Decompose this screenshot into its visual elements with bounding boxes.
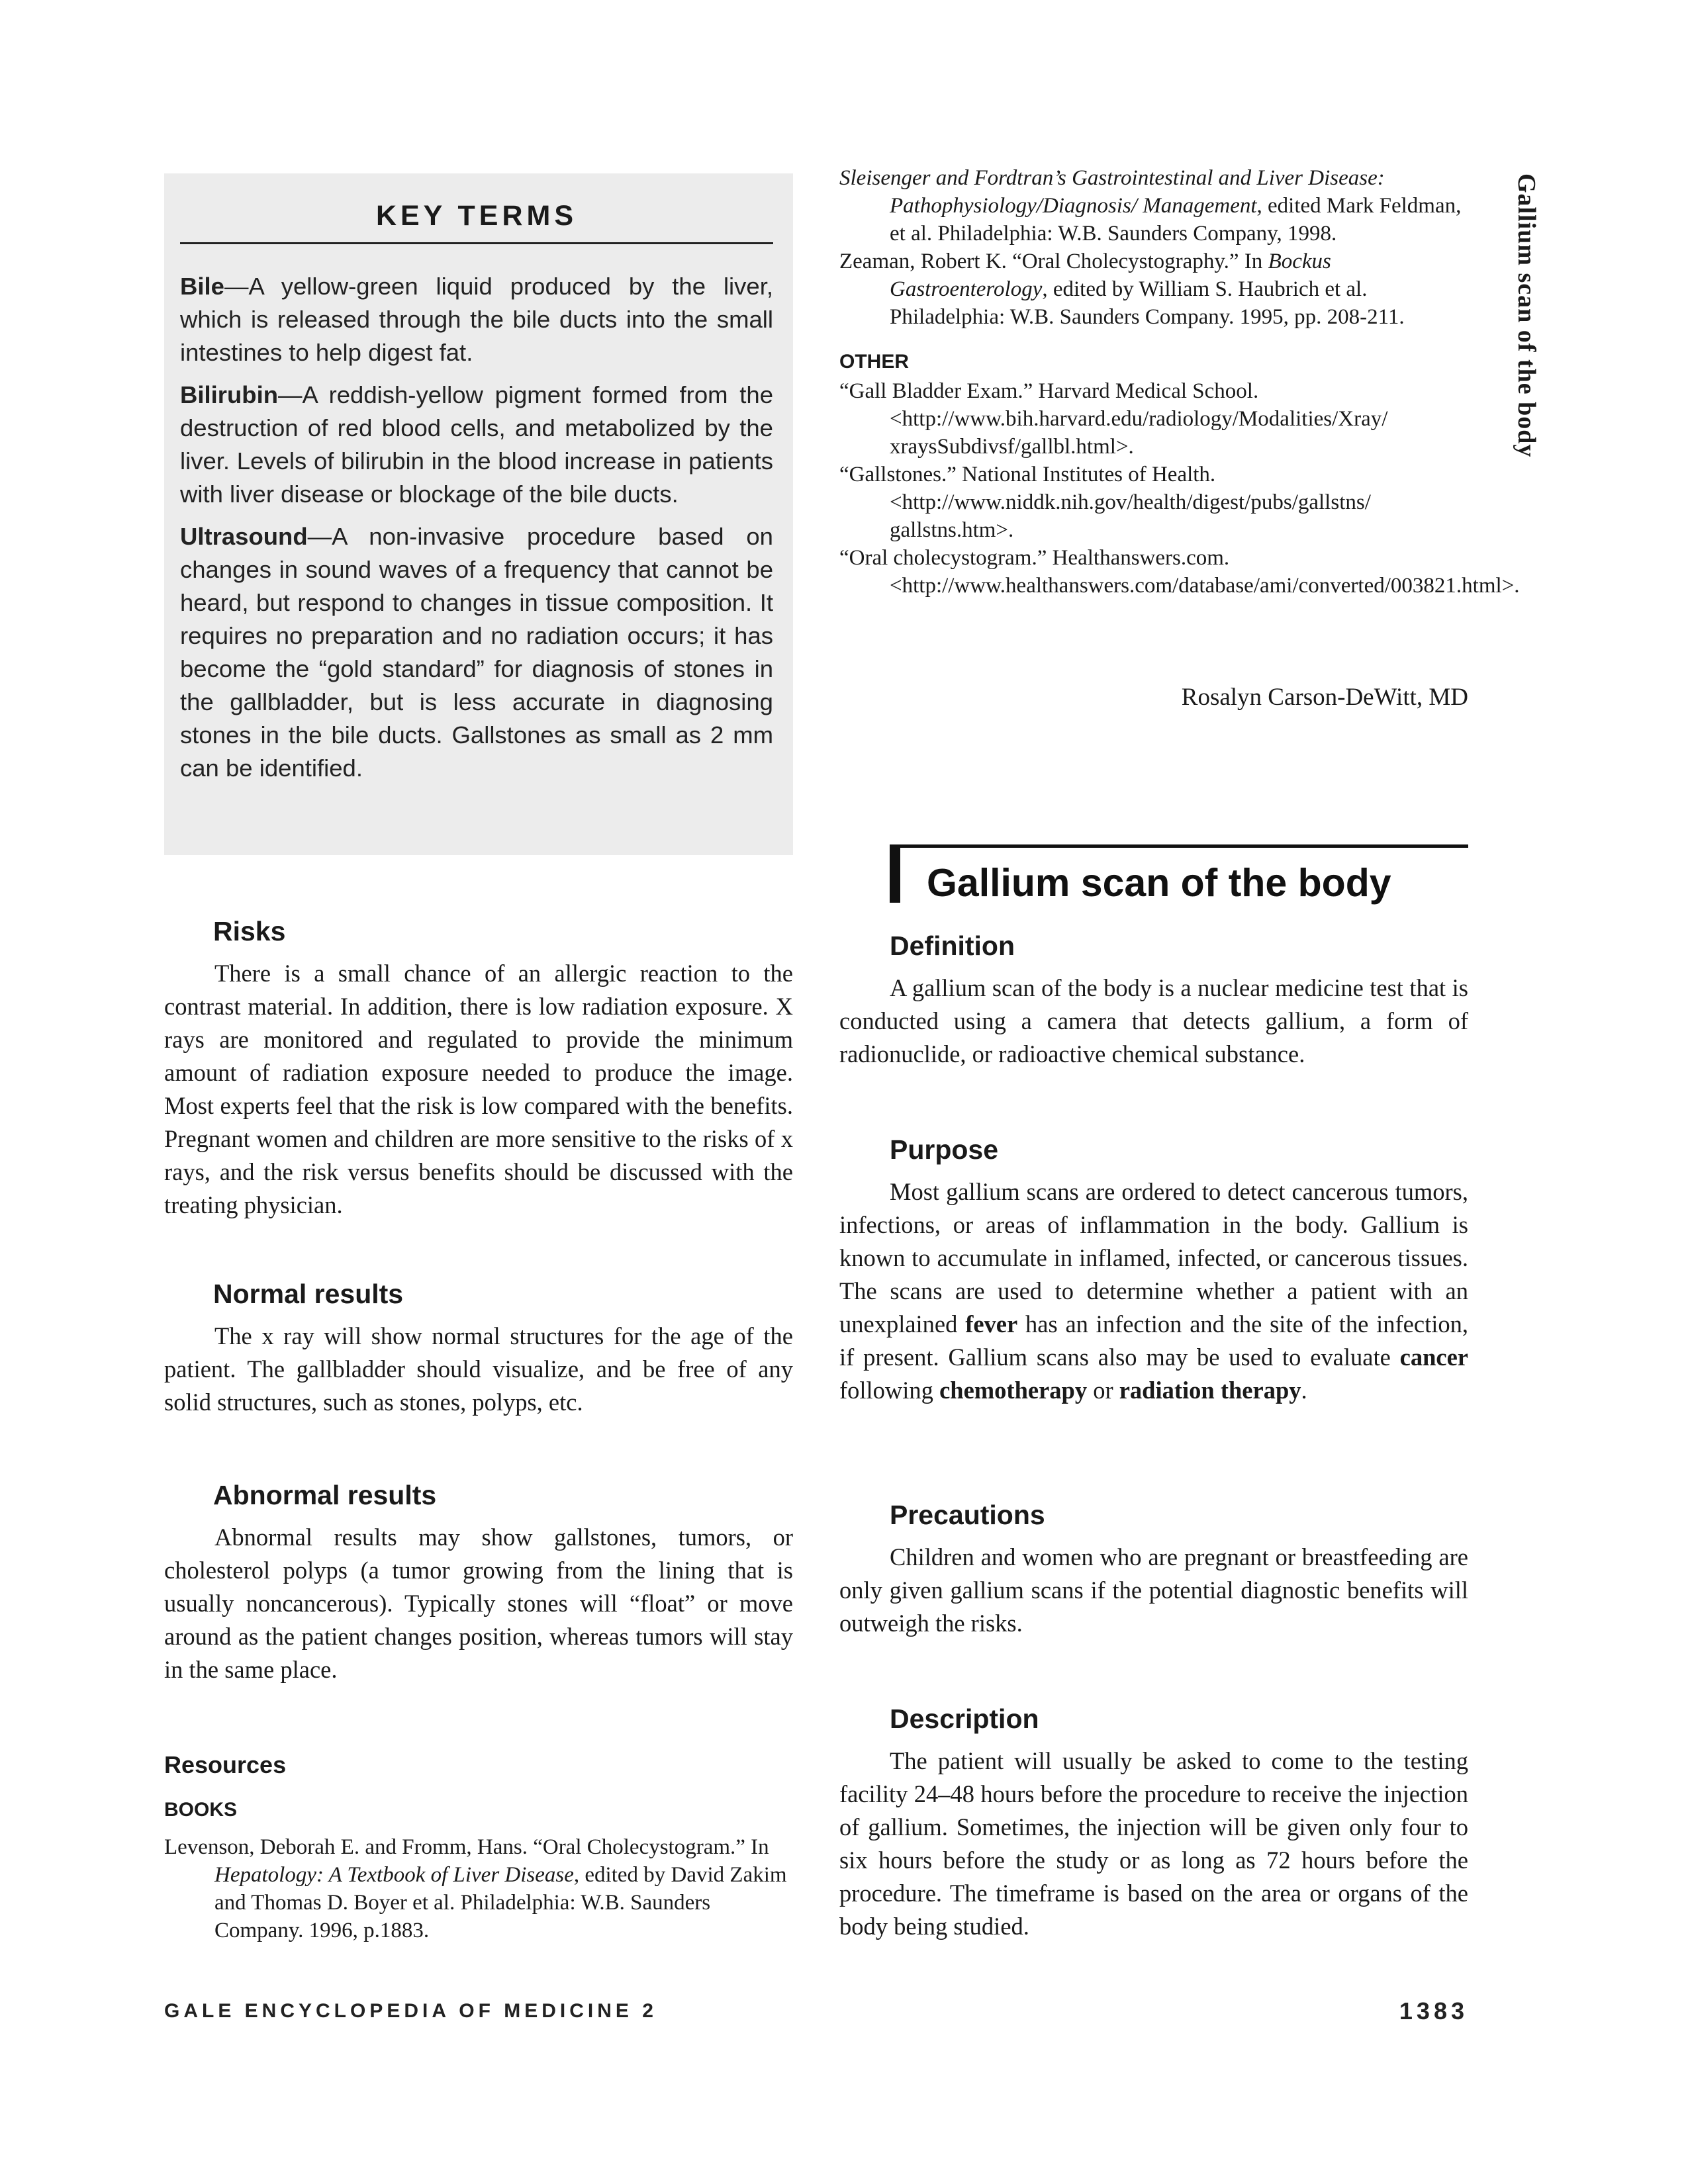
precautions-text: Children and women who are pregnant or breastfeeding are only given gallium scans if the potential diagnostic benefits will outweigh the risks.: [839, 1543, 1468, 1637]
purpose-text-part: or: [1087, 1377, 1119, 1404]
purpose-text-part: .: [1301, 1377, 1307, 1404]
key-term-name: Bilirubin: [180, 381, 279, 408]
precautions-section: [839, 1541, 1468, 1640]
reference-text: , edited Mark Feldman, et al. Philadelphia: W.B. Saunders Company, 1998.: [890, 194, 1462, 246]
normal-results-heading: Normal results: [213, 1279, 404, 1309]
purpose-text-part: has an infection and the site of the infection, if present. Gallium scans also may be used to evaluate: [839, 1310, 1468, 1371]
description-text: The patient will usually be asked to come to the testing facility 24–48 hours before the procedure to receive the injection of gallium. Sometimes, the injection will be given only four to six hours before the study or as long as 72 hours before the procedure. The timeframe is based on the area or organs of the body being studied.: [839, 1747, 1468, 1940]
definition-text: A gallium scan of the body is a nuclear medicine test that is conducted using a camera that detects gallium, a form of radionuclide, or radioactive chemical substance.: [839, 974, 1468, 1068]
precautions-heading: Precautions: [890, 1500, 1045, 1530]
article-title-bar: [890, 844, 900, 903]
key-terms-title: KEY TERMS: [375, 200, 578, 232]
reference-entry: “Oral cholecystogram.” Healthanswers.com. <http://www.healthanswers.com/database/ami/converted/003821.html>.: [839, 546, 1520, 598]
purpose-text: [839, 1175, 1468, 1407]
key-term-definition: —A reddish-yellow pigment formed from the destruction of red blood cells, and metabolized by the liver. Levels of bilirubin in the blood increase in patients with liver disease or blockage of the bile ducts.: [180, 381, 773, 508]
key-terms-box: [164, 173, 793, 855]
normal-results-section: [164, 1320, 793, 1419]
page-number: 1383: [1399, 1997, 1468, 2025]
risks-text: There is a small chance of an allergic reaction to the contrast material. In addition, there is low radiation exposure. X rays are monitored and regulated to provide the minimum amount of radiation exposure needed to produce the image. Most experts feel that the risk is low compared with the benefits. Pregnant women and children are more sensitive to the risks of x rays, and the risk versus benefits should be discussed with the treating physician.: [164, 960, 793, 1218]
abnormal-results-heading: Abnormal results: [213, 1480, 437, 1510]
key-term-name: Bile: [180, 273, 224, 300]
definition-heading: Definition: [890, 931, 1015, 961]
cross-reference-term: cancer: [1399, 1343, 1468, 1371]
reference-text: Zeaman, Robert K. “Oral Cholecystography.” In: [839, 250, 1268, 273]
normal-results-text: The x ray will show normal structures for the age of the patient. The gallbladder should visualize, and be free of any solid structures, such as stones, polyps, etc.: [164, 1322, 793, 1416]
reference-title: Sleisenger and Fordtran’s Gastrointestinal and Liver Disease: Pathophysiology/Diagnosis/ Management: [839, 166, 1385, 218]
books-heading: BOOKS: [164, 1799, 238, 1821]
key-term-entry: [180, 520, 773, 785]
reference-title: Bockus Gastroenterology: [890, 250, 1331, 301]
risks-section: [164, 957, 793, 1222]
risks-heading: Risks: [213, 916, 286, 946]
author-credit: Rosalyn Carson-DeWitt, MD: [1181, 684, 1468, 711]
reference-text: , edited by William S. Haubrich et al. Philadelphia: W.B. Saunders Company. 1995, pp. 208-211.: [890, 277, 1405, 329]
description-section: [839, 1745, 1468, 1943]
other-heading: OTHER: [839, 351, 909, 373]
key-term-definition: —A non-invasive procedure based on changes in sound waves of a frequency that cannot be heard, but respond to changes in tissue composition. It requires no preparation and no radiation occurs; it has become the “gold standard” for diagnosis of stones in the gallbladder, but is less accurate in diagnosing stones in the bile ducts. Gallstones as small as 2 mm can be identified.: [180, 523, 773, 782]
reference-title: Hepatology: A Textbook of Liver Disease: [214, 1863, 574, 1887]
key-term-definition: —A yellow-green liquid produced by the liver, which is released through the bile ducts into the small intestines to help digest fat.: [180, 273, 773, 366]
key-term-entry: [180, 270, 773, 369]
references-continued: [839, 164, 1520, 600]
resources-heading: Resources: [164, 1751, 287, 1778]
abnormal-results-section: [164, 1521, 793, 1686]
purpose-text-part: following: [839, 1377, 940, 1404]
side-running-title-text: Gallium scan of the body: [1513, 173, 1540, 458]
key-terms-list: [180, 270, 773, 794]
reference-text: , edited by David Zakim and Thomas D. Boyer et al. Philadelphia: W.B. Saunders Company. 1996, p.1883.: [214, 1863, 787, 1942]
reference-entry: “Gallstones.” National Institutes of Health. <http://www.niddk.nih.gov/health/digest/pubs/gallstns/ gallstns.htm>.: [839, 463, 1371, 542]
side-running-title: [1513, 173, 1540, 478]
abnormal-results-text: Abnormal results may show gallstones, tumors, or cholesterol polyps (a tumor growing from the lining that is usually noncancerous). Typically stones will “float” or move around as the patient changes position, whereas tumors will stay in the same place.: [164, 1524, 793, 1683]
definition-section: [839, 972, 1468, 1071]
key-terms-rule: [180, 242, 773, 244]
footer-publication: GALE ENCYCLOPEDIA OF MEDICINE 2: [164, 2000, 657, 2022]
books-list: [164, 1833, 793, 1944]
key-term-name: Ultrasound: [180, 523, 308, 550]
purpose-section: [839, 1175, 1468, 1407]
cross-reference-term: chemotherapy: [939, 1377, 1088, 1404]
reference-entry: “Gall Bladder Exam.” Harvard Medical School. <http://www.bih.harvard.edu/radiology/Modalities/Xray/ xraysSubdivsf/gallbl.html>.: [839, 379, 1388, 459]
reference-entry: [839, 164, 1468, 248]
article-title-rule: [890, 844, 1468, 848]
purpose-heading: Purpose: [890, 1134, 999, 1165]
cross-reference-term: radiation therapy: [1119, 1377, 1301, 1404]
reference-entry: [839, 248, 1468, 331]
cross-reference-term: fever: [965, 1310, 1018, 1338]
description-heading: Description: [890, 1704, 1039, 1734]
key-term-entry: [180, 379, 773, 511]
purpose-text-part: Most gallium scans are ordered to detect cancerous tumors, infections, or areas of inflammation in the body. Gallium is known to accumulate in inflamed, infected, or cancerous tissues. The scans are used to determine whether a patient with an unexplained: [839, 1178, 1468, 1338]
article-title: Gallium scan of the body: [927, 861, 1391, 905]
reference-entry: [164, 1833, 793, 1944]
reference-text: Levenson, Deborah E. and Fromm, Hans. “Oral Cholecystogram.” In: [164, 1835, 769, 1859]
